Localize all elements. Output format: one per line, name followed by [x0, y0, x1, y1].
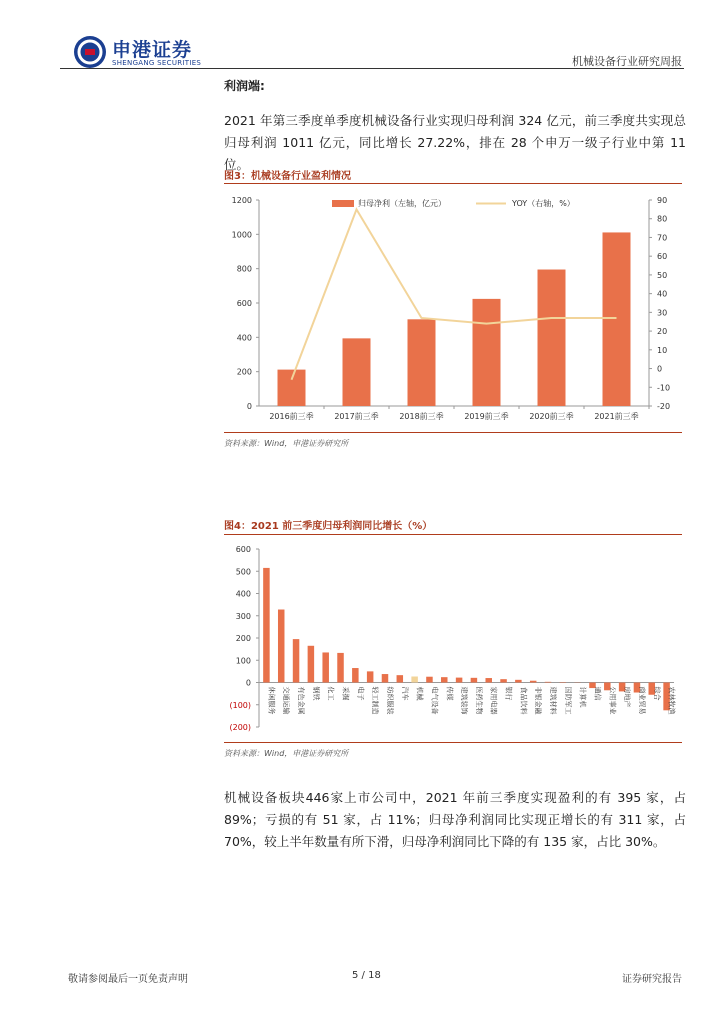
x-tick-label: 轻工制造 — [371, 686, 380, 715]
bar-growth — [308, 646, 315, 683]
footer-disclaimer: 敬请参阅最后一页免责声明 — [68, 974, 188, 985]
x-tick-label: 食品饮料 — [519, 686, 528, 715]
paragraph-companies: 机械设备板块446家上市公司中，2021 年前三季度实现盈利的有 395 家，占 89%；亏损的有 51 家，占 11%；归母净利润同比实现正增长的有 311 家，占 70%，较上半年数量有所下滑，归母净利润同比下降的有 135 家，占比 30%。 — [224, 790, 686, 849]
x-tick-label: 有色金属 — [297, 686, 306, 715]
x-tick-label: 2016前三季 — [269, 412, 314, 421]
figure4-chart — [224, 537, 684, 740]
bar-growth — [515, 680, 522, 683]
figure4-source: 资料来源：Wind，申港证券研究所 — [224, 749, 349, 758]
x-tick-label: 化工 — [326, 686, 335, 701]
bar-growth — [530, 681, 537, 683]
x-tick-label: 建筑材料 — [549, 686, 558, 715]
x-tick-label: 2020前三季 — [529, 412, 574, 421]
right-tick-label: 50 — [657, 270, 668, 280]
legend-swatch-profit — [332, 200, 354, 207]
x-tick-label: 交通运输 — [282, 686, 291, 715]
header-divider — [60, 68, 684, 69]
x-tick-label: 传媒 — [445, 686, 454, 701]
left-tick-label: 0 — [246, 402, 252, 411]
bar-growth — [278, 610, 285, 683]
logo-mark — [74, 36, 106, 68]
x-tick-label: 电子 — [356, 686, 365, 701]
figure3-bottom-rule — [224, 432, 682, 433]
x-tick-label: 国防军工 — [563, 686, 572, 715]
bar-growth — [500, 679, 507, 682]
bar-growth — [382, 674, 389, 682]
right-tick-label: 30 — [657, 308, 668, 318]
footer-report-type: 证券研究报告 — [622, 974, 682, 985]
bar-growth — [352, 668, 359, 682]
bar-growth — [337, 653, 344, 683]
figure4-bottom-rule — [224, 742, 682, 743]
section-title: 利润端: — [224, 79, 265, 93]
x-tick-label: 计算机 — [578, 686, 587, 708]
right-tick-label: 10 — [657, 345, 668, 355]
figure3-source: 资料来源：Wind，申港证券研究所 — [224, 439, 349, 448]
x-tick-label: 通信 — [593, 686, 602, 701]
legend-label-profit: 归母净利（左轴，亿元） — [358, 199, 446, 208]
bar-growth — [367, 671, 374, 682]
bar-growth — [293, 639, 300, 682]
bar-profit — [473, 299, 501, 406]
figure3-top-rule — [224, 183, 682, 184]
figure3-title: 图3：机械设备行业盈利情况 — [224, 171, 351, 182]
x-tick-label: 2017前三季 — [334, 412, 379, 421]
paragraph-profit: 2021 年第三季度单季度机械设备行业实现归母利润 324 亿元，前三季度共实现总归母利润 1011 亿元，同比增长 27.22%，排在 28 个申万一级子行业中第 11 位。 — [224, 113, 686, 172]
x-tick-label: 电气设备 — [430, 686, 439, 715]
line-yoy — [292, 209, 617, 379]
right-tick-label: 40 — [657, 289, 668, 299]
bar-growth — [545, 682, 552, 683]
bar-profit — [603, 232, 631, 406]
x-tick-label: 建筑装饰 — [460, 686, 469, 715]
bar-profit — [278, 370, 306, 406]
y-tick-label: 400 — [235, 589, 251, 599]
x-tick-label: 2018前三季 — [399, 412, 444, 421]
logo-subtext: SHENGANG SECURITIES — [112, 59, 202, 67]
x-tick-label: 钢铁 — [311, 686, 320, 701]
x-tick-label: 2021前三季 — [594, 412, 639, 421]
x-tick-label: 农林牧渔 — [667, 686, 676, 715]
x-tick-label: 纺织服装 — [385, 686, 394, 715]
x-tick-label: 机械 — [415, 686, 424, 701]
left-tick-label: 1200 — [231, 196, 252, 205]
bar-growth — [263, 568, 270, 683]
x-tick-label: 汽车 — [400, 686, 409, 701]
figure3-chart-group — [232, 196, 670, 421]
page-number: 5 / 18 — [352, 970, 381, 981]
left-tick-label: 800 — [236, 264, 252, 274]
bar-growth — [441, 677, 448, 682]
right-tick-label: 0 — [657, 364, 663, 374]
left-tick-label: 400 — [236, 333, 252, 343]
bar-growth — [397, 675, 404, 682]
y-tick-label: 0 — [245, 678, 251, 688]
y-tick-label: 500 — [235, 567, 251, 577]
y-tick-label: (100) — [229, 700, 251, 710]
figure4-chart-group — [229, 545, 676, 732]
bar-growth — [411, 676, 418, 682]
x-tick-label: 2019前三季 — [464, 412, 509, 421]
left-tick-label: 1000 — [231, 230, 252, 240]
y-tick-label: 300 — [235, 611, 251, 621]
bar-growth — [485, 678, 492, 682]
bar-growth — [456, 678, 463, 683]
logo-icon — [74, 36, 106, 68]
bar-growth — [426, 677, 433, 683]
x-tick-label: 采掘 — [341, 686, 350, 701]
left-tick-label: 600 — [236, 299, 252, 308]
bar-growth — [322, 652, 329, 682]
x-tick-label: 银行 — [504, 686, 513, 701]
bar-profit — [408, 319, 436, 406]
legend-label-yoy: YOY（右轴，%） — [512, 199, 575, 208]
x-tick-label: 医药生物 — [474, 686, 483, 715]
right-tick-label: 90 — [657, 196, 668, 205]
right-tick-label: 20 — [657, 327, 668, 337]
x-tick-label: 家用电器 — [489, 686, 498, 715]
y-tick-label: 600 — [235, 545, 251, 554]
bar-profit — [343, 338, 371, 406]
logo-text: 申港证券 — [112, 39, 193, 61]
x-tick-label: 商业贸易 — [637, 686, 646, 715]
x-tick-label: 非银金融 — [534, 686, 543, 715]
figure4-title: 图4：2021 前三季度归母利润同比增长（%） — [224, 521, 433, 532]
right-tick-label: -10 — [657, 383, 671, 393]
y-tick-label: (200) — [229, 723, 251, 732]
bar-growth — [471, 678, 478, 683]
report-title: 机械设备行业研究周报 — [572, 55, 682, 68]
right-tick-label: 70 — [657, 233, 668, 243]
figure3-chart — [224, 186, 684, 432]
right-tick-label: 60 — [657, 252, 668, 262]
right-tick-label: 80 — [657, 214, 668, 224]
bar-profit — [538, 270, 566, 406]
x-tick-label: 公用事业 — [608, 686, 617, 715]
x-tick-label: 休闲服务 — [267, 686, 276, 715]
y-tick-label: 200 — [235, 634, 251, 643]
left-tick-label: 200 — [236, 367, 252, 377]
y-tick-label: 100 — [235, 656, 251, 666]
figure4-top-rule — [224, 534, 682, 535]
x-tick-label: 综合 — [652, 686, 661, 701]
x-tick-label: 房地产 — [623, 686, 632, 708]
right-tick-label: -20 — [657, 402, 671, 411]
